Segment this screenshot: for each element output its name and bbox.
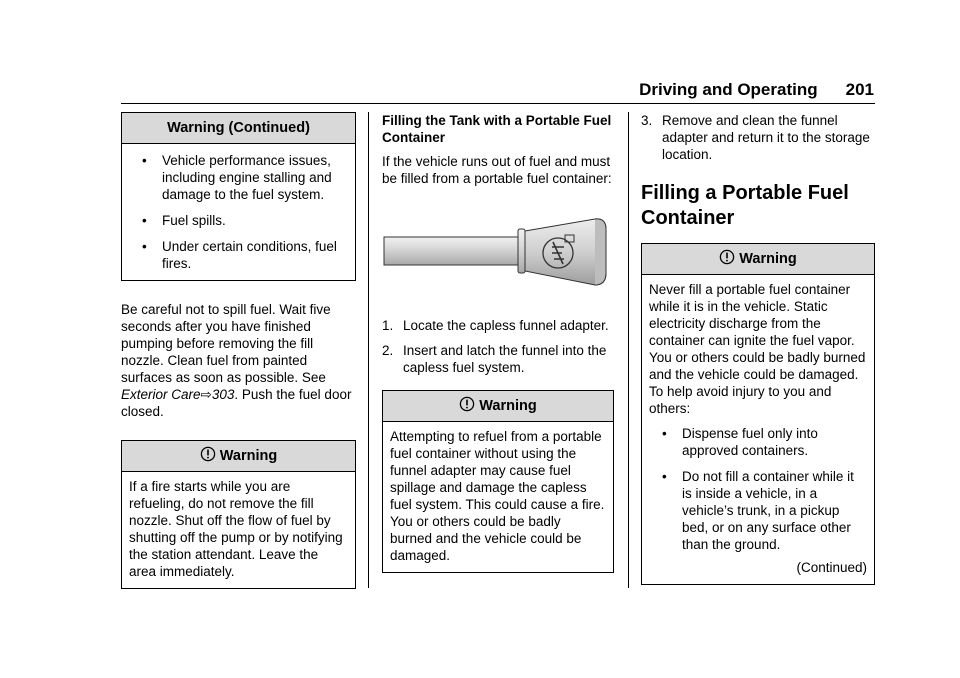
portable-warning-title: Warning [642,244,874,275]
warning-continued-body [122,144,355,280]
funnel-warning-box [382,390,614,573]
continued-label: (Continued) [796,560,867,575]
column-2 [382,112,614,573]
fire-warning-body: If a fire starts while you are refueling, do not remove the fill nozzle. Shut off the flow of fuel by shutting off the pump or by notifying the station attendant. Leave the area immediately. [129,479,343,579]
warning-continued-box [121,112,356,281]
portable-warning-box [641,243,875,585]
step-1: 1. Locate the capless funnel adapter. [382,318,609,333]
warning-bullet: • Fuel spills. [142,213,226,228]
column-3 [641,112,875,585]
warning-continued-title: Warning (Continued) [122,113,355,144]
warning-icon [459,396,475,412]
page-number: 201 [845,80,874,99]
section-name: Driving and Operating [639,80,818,99]
funnel-warning-body: Attempting to refuel from a portable fuel container without using the funnel adapter may cause fuel spillage and damage the capless fuel system. This could cause a fire. You or others could be badly burned and the vehicle could be damaged. [390,429,605,563]
xref-page[interactable]: 303 [211,387,235,402]
xref-arrow-icon: ⇨ [200,387,212,402]
fire-warning-box [121,440,356,589]
fuel-spill-paragraph: Be careful not to spill fuel. Wait five seconds after you have finished pumping before removing the fill nozzle. Clean fuel from painted surfaces as soon as possible. See Exterior Care⇨303. Push the fuel door closed. [121,302,352,419]
column-divider-2 [628,112,629,588]
xref-link[interactable]: Exterior Care [121,387,201,402]
step-2: 2. Insert and latch the funnel into the capless fuel system. [382,343,607,375]
portable-container-intro: If the vehicle runs out of fuel and must be filled from a portable fuel container: [382,154,612,186]
funnel-warning-title: Warning [383,391,613,422]
warning-bullet: • Vehicle performance issues, including engine stalling and damage to the fuel system. [142,153,332,202]
warning-icon [200,446,216,462]
page-header [0,80,874,100]
portable-container-subheading: Filling the Tank with a Portable Fuel Container [382,113,612,145]
header-rule [121,103,875,104]
warning-bullet: • Under certain conditions, fuel fires. [142,239,337,271]
funnel-adapter-illustration [382,215,608,295]
section-title: Filling a Portable Fuel Container [641,182,849,229]
portable-warning-body: Never fill a portable fuel container while it is in the vehicle. Static electricity discharge from the container can ignite the fuel vapor. You or others could be badly burned and the vehicle could be damaged. To help avoid injury to you and others: • Dispense fuel only into approved containers. • Do not fill a container while it is inside a vehicle, in a vehicle’s trunk, in a pickup bed, or on any surface other than the ground. (Continued) [649,282,867,575]
warning-icon [719,249,735,265]
column-divider-1 [368,112,369,588]
warning-bullet: • Dispense fuel only into approved containers. [662,426,818,458]
step-3: 3. Remove and clean the funnel adapter and return it to the storage location. [641,113,870,162]
column-1 [121,112,356,589]
fire-warning-title: Warning [122,441,355,472]
warning-bullet: • Do not fill a container while it is inside a vehicle, in a vehicle’s trunk, in a pickup bed, or on any surface other than the ground. [662,469,854,552]
